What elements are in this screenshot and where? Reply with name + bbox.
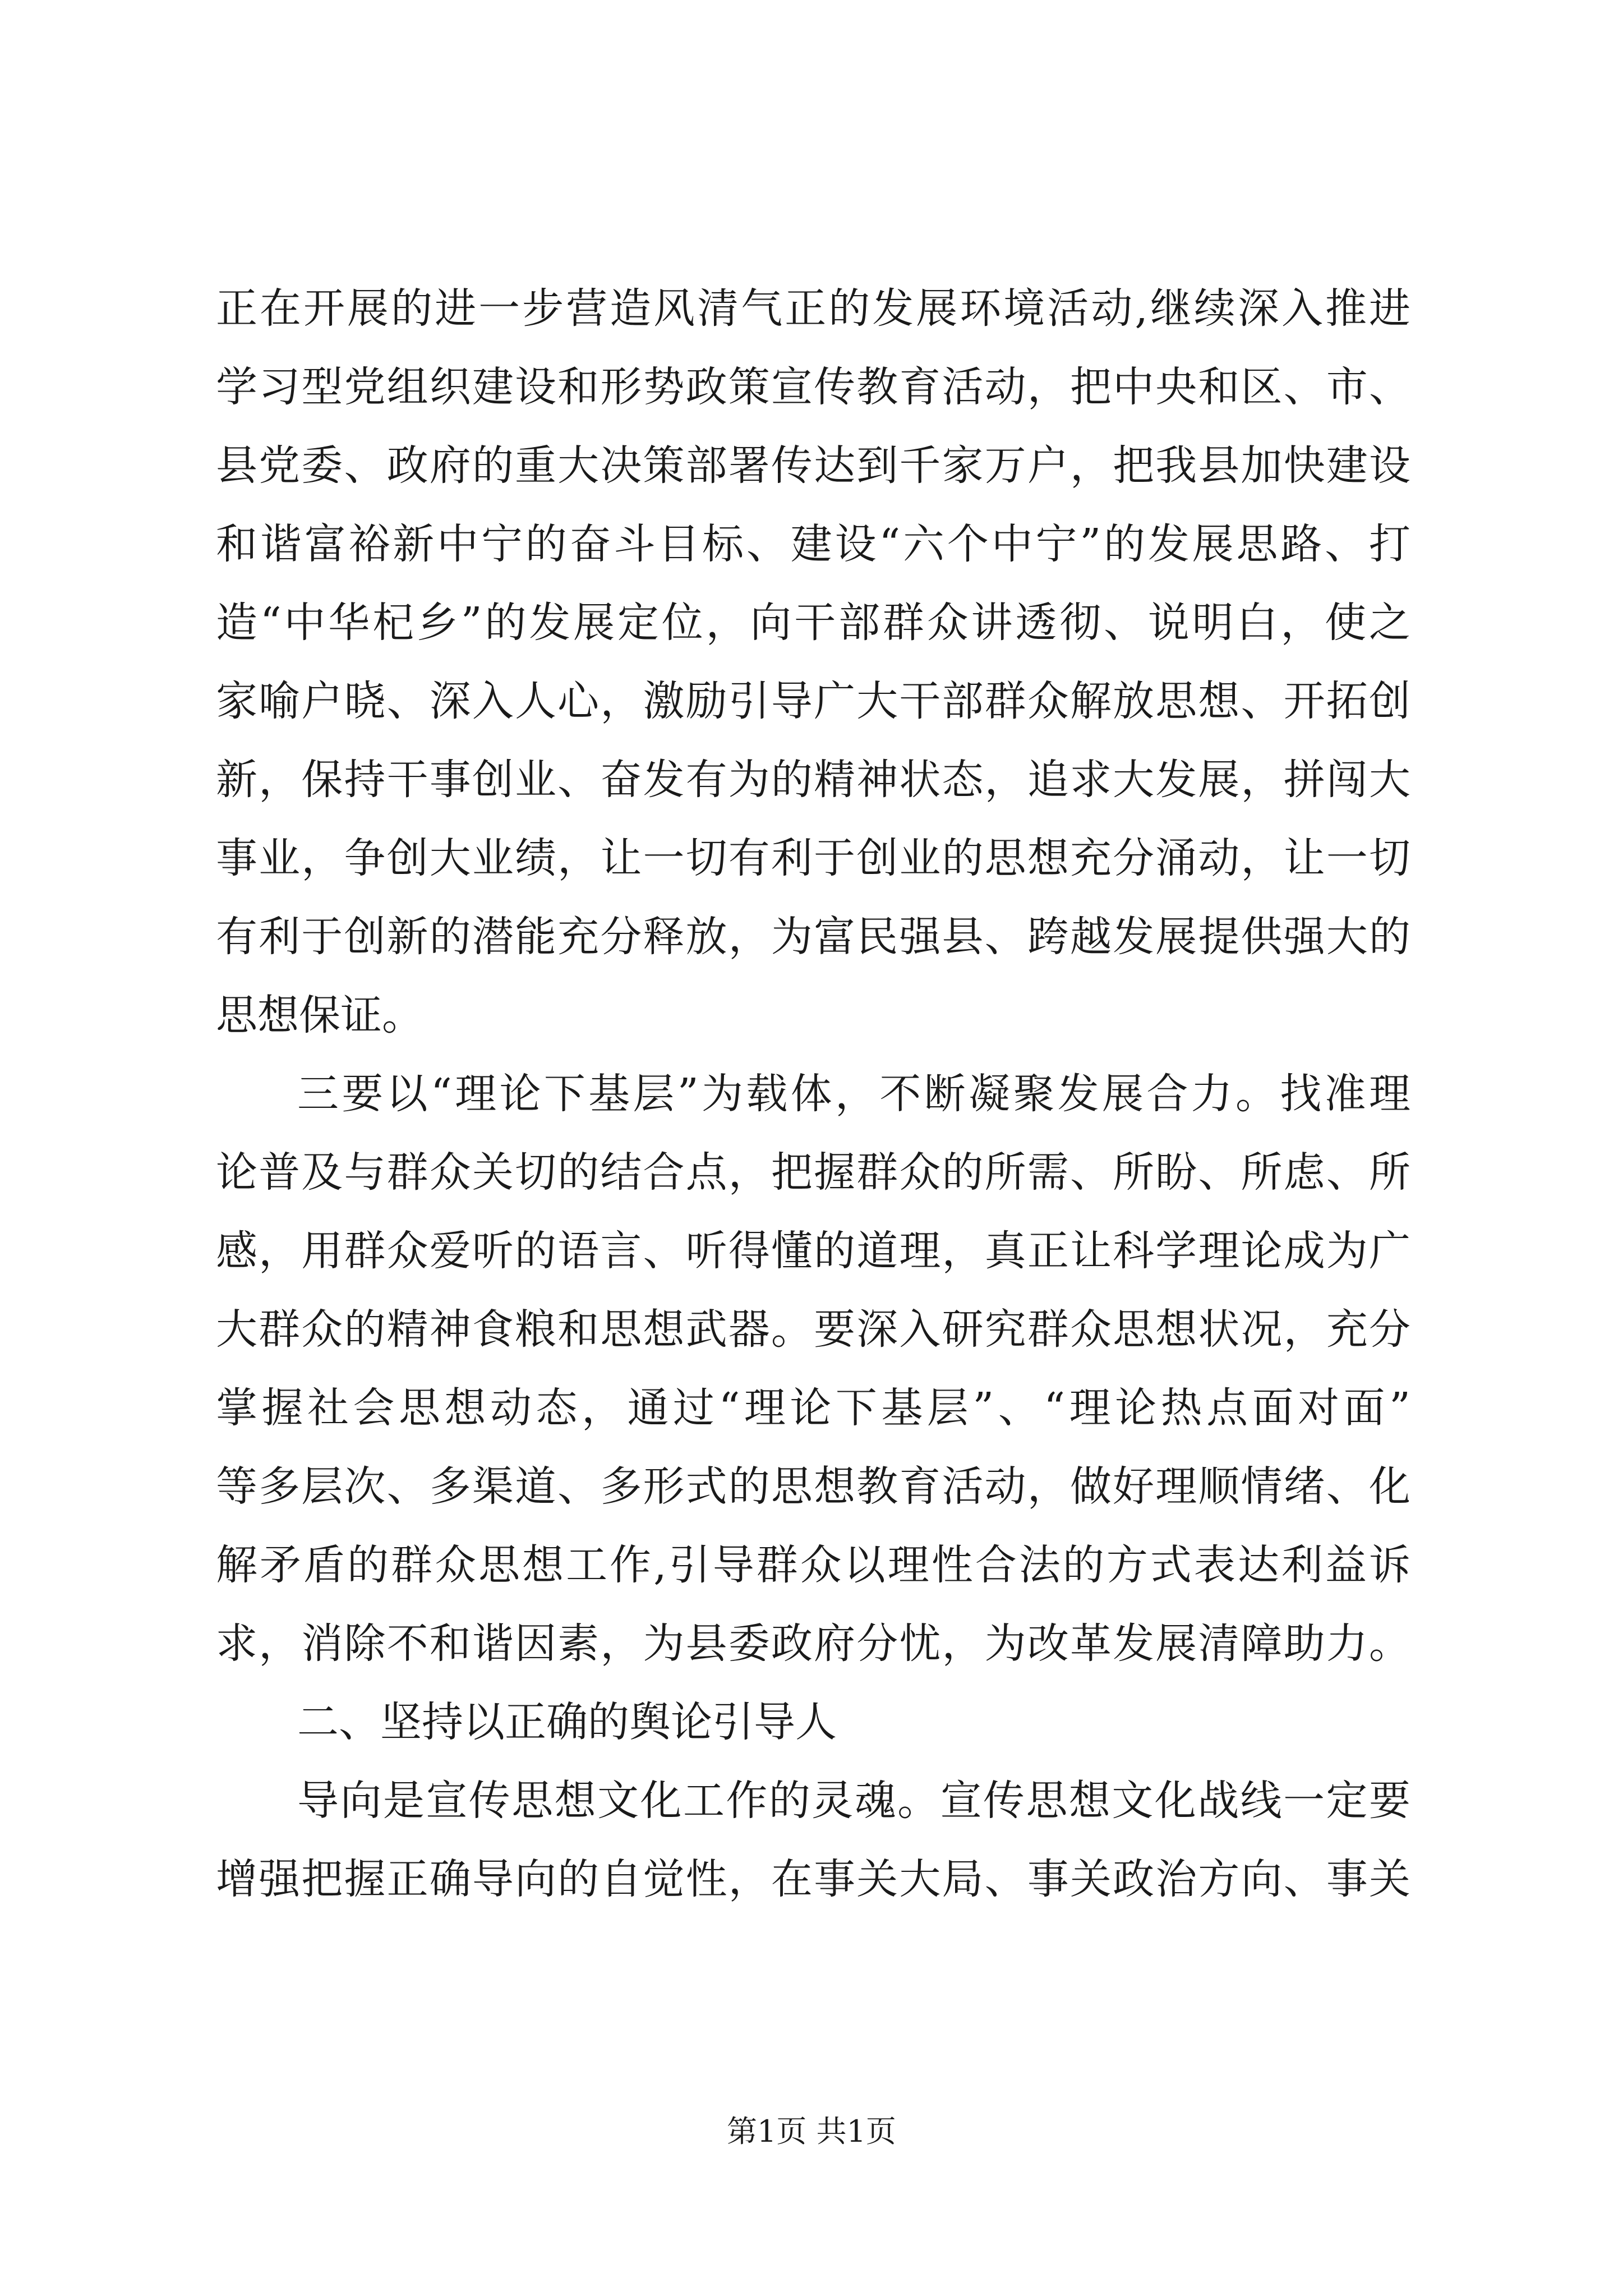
section-heading: 二、坚持以正确的舆论引导人	[297, 1698, 837, 1746]
body-text-line: 和谐富裕新中宁的奋斗目标、建设“六个中宁”的发展思路、打	[216, 520, 1410, 568]
body-text-line: 掌握社会思想动态，通过“理论下基层”、“理论热点面对面”	[216, 1384, 1410, 1432]
paragraph-first-line: 导向是宣传思想文化工作的灵魂。宣传思想文化战线一定要	[297, 1777, 1410, 1825]
body-text-line: 有利于创新的潜能充分释放，为富民强县、跨越发展提供强大的	[216, 913, 1410, 961]
paragraph-first-line: 三要以“理论下基层”为载体，不断凝聚发展合力。找准理	[297, 1070, 1410, 1118]
body-text-line: 大群众的精神食粮和思想武器。要深入研究群众思想状况，充分	[216, 1305, 1410, 1354]
body-text-line: 增强把握正确导向的自觉性，在事关大局、事关政治方向、事关	[216, 1855, 1410, 1903]
body-text-line: 学习型党组织建设和形势政策宣传教育活动，把中央和区、市、	[216, 363, 1410, 411]
body-text-line: 感，用群众爱听的语言、听得懂的道理，真正让科学理论成为广	[216, 1227, 1410, 1275]
page-footer: 第1页 共1页	[727, 2114, 896, 2149]
body-text-line: 思想保证。	[216, 991, 423, 1039]
body-text-line: 事业，争创大业绩，让一切有利于创业的思想充分涌动，让一切	[216, 834, 1410, 882]
body-text-line: 正在开展的进一步营造风清气正的发展环境活动,继续深入推进	[216, 284, 1410, 333]
body-text-line: 新，保持干事创业、奋发有为的精神状态，追求大发展，拼闯大	[216, 756, 1410, 804]
body-text-line: 论普及与群众关切的结合点，把握群众的所需、所盼、所虑、所	[216, 1148, 1410, 1197]
body-text-line: 家喻户晓、深入人心，激励引导广大干部群众解放思想、开拓创	[216, 677, 1410, 725]
body-text-line: 造“中华杞乡”的发展定位，向干部群众讲透彻、说明白，使之	[216, 599, 1410, 647]
body-text-line: 等多层次、多渠道、多形式的思想教育活动，做好理顺情绪、化	[216, 1462, 1410, 1511]
body-text-line: 求，消除不和谐因素，为县委政府分忧，为改革发展清障助力。	[216, 1619, 1410, 1668]
body-text-line: 解矛盾的群众思想工作,引导群众以理性合法的方式表达利益诉	[216, 1541, 1410, 1589]
body-text-line: 县党委、政府的重大决策部署传达到千家万户，把我县加快建设	[216, 441, 1410, 490]
